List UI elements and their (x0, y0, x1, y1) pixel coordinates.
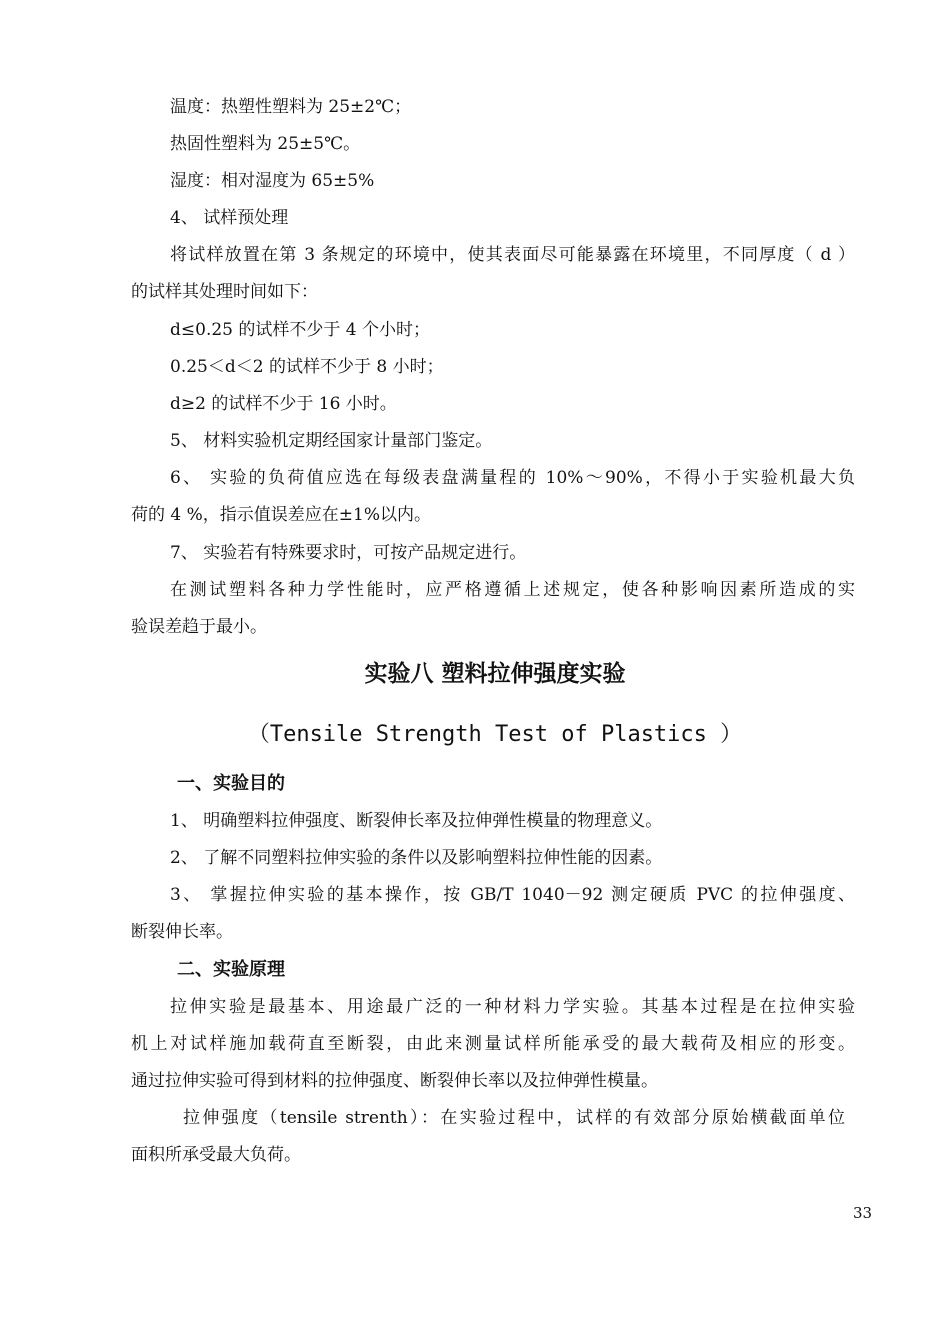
paragraph-line: 机上对试样施加载荷直至断裂，由此来测量试样所能承受的最大载荷及相应的形变。 (131, 1034, 855, 1054)
text-line: 4、 试样预处理 (170, 208, 289, 228)
experiment-title: 实验八 塑料拉伸强度实验 (364, 661, 626, 687)
text-line: 在测试塑料各种力学性能时，应严格遵循上述规定，使各种影响因素所造成的实 (170, 580, 855, 600)
list-item-continuation: 断裂伸长率。 (131, 922, 233, 942)
section-heading-principle: 二、实验原理 (177, 959, 285, 980)
text-line: 热固性塑料为 25±5℃。 (170, 134, 361, 154)
section-heading-objectives: 一、实验目的 (177, 773, 285, 794)
experiment-subtitle: （Tensile Strength Test of Plastics ） (247, 722, 743, 747)
text-line: 验误差趋于最小。 (131, 617, 267, 637)
page-number: 33 (853, 1204, 873, 1222)
list-item: 3、 掌握拉伸实验的基本操作，按 GB/T 1040－92 测定硬质 PVC 的拉伸强度、 (170, 885, 855, 905)
paragraph-line: 拉伸实验是最基本、用途最广泛的一种材料力学实验。其基本过程是在拉伸实验 (170, 997, 855, 1017)
text-line: 将试样放置在第 3 条规定的环境中，使其表面尽可能暴露在环境里，不同厚度（ d ） (170, 245, 855, 265)
text-line: 0.25＜d＜2 的试样不少于 8 小时； (170, 357, 444, 377)
text-line: 的试样其处理时间如下： (131, 282, 318, 302)
text-line: d≤0.25 的试样不少于 4 个小时； (170, 320, 431, 340)
text-line: 湿度：相对湿度为 65±5% (170, 171, 375, 191)
paragraph-line: 通过拉伸实验可得到材料的拉伸强度、断裂伸长率以及拉伸弹性模量。 (131, 1071, 658, 1091)
text-line: 7、 实验若有特殊要求时，可按产品规定进行。 (170, 543, 527, 563)
text-line: d≥2 的试样不少于 16 小时。 (170, 394, 397, 414)
text-line: 荷的 4 %，指示值误差应在±1%以内。 (131, 505, 431, 525)
list-item: 1、 明确塑料拉伸强度、断裂伸长率及拉伸弹性模量的物理意义。 (170, 811, 663, 831)
text-line: 6、 实验的负荷值应选在每级表盘满量程的 10%～90%，不得小于实验机最大负 (170, 468, 855, 488)
paragraph-line: 拉伸强度（tensile strenth）：在实验过程中，试样的有效部分原始横截面单位 (183, 1108, 845, 1128)
text-line: 温度：热塑性塑料为 25±2℃； (170, 97, 412, 117)
list-item: 2、 了解不同塑料拉伸实验的条件以及影响塑料拉伸性能的因素。 (170, 848, 663, 868)
paragraph-line: 面积所承受最大负荷。 (131, 1145, 301, 1165)
text-line: 5、 材料实验机定期经国家计量部门鉴定。 (170, 431, 493, 451)
